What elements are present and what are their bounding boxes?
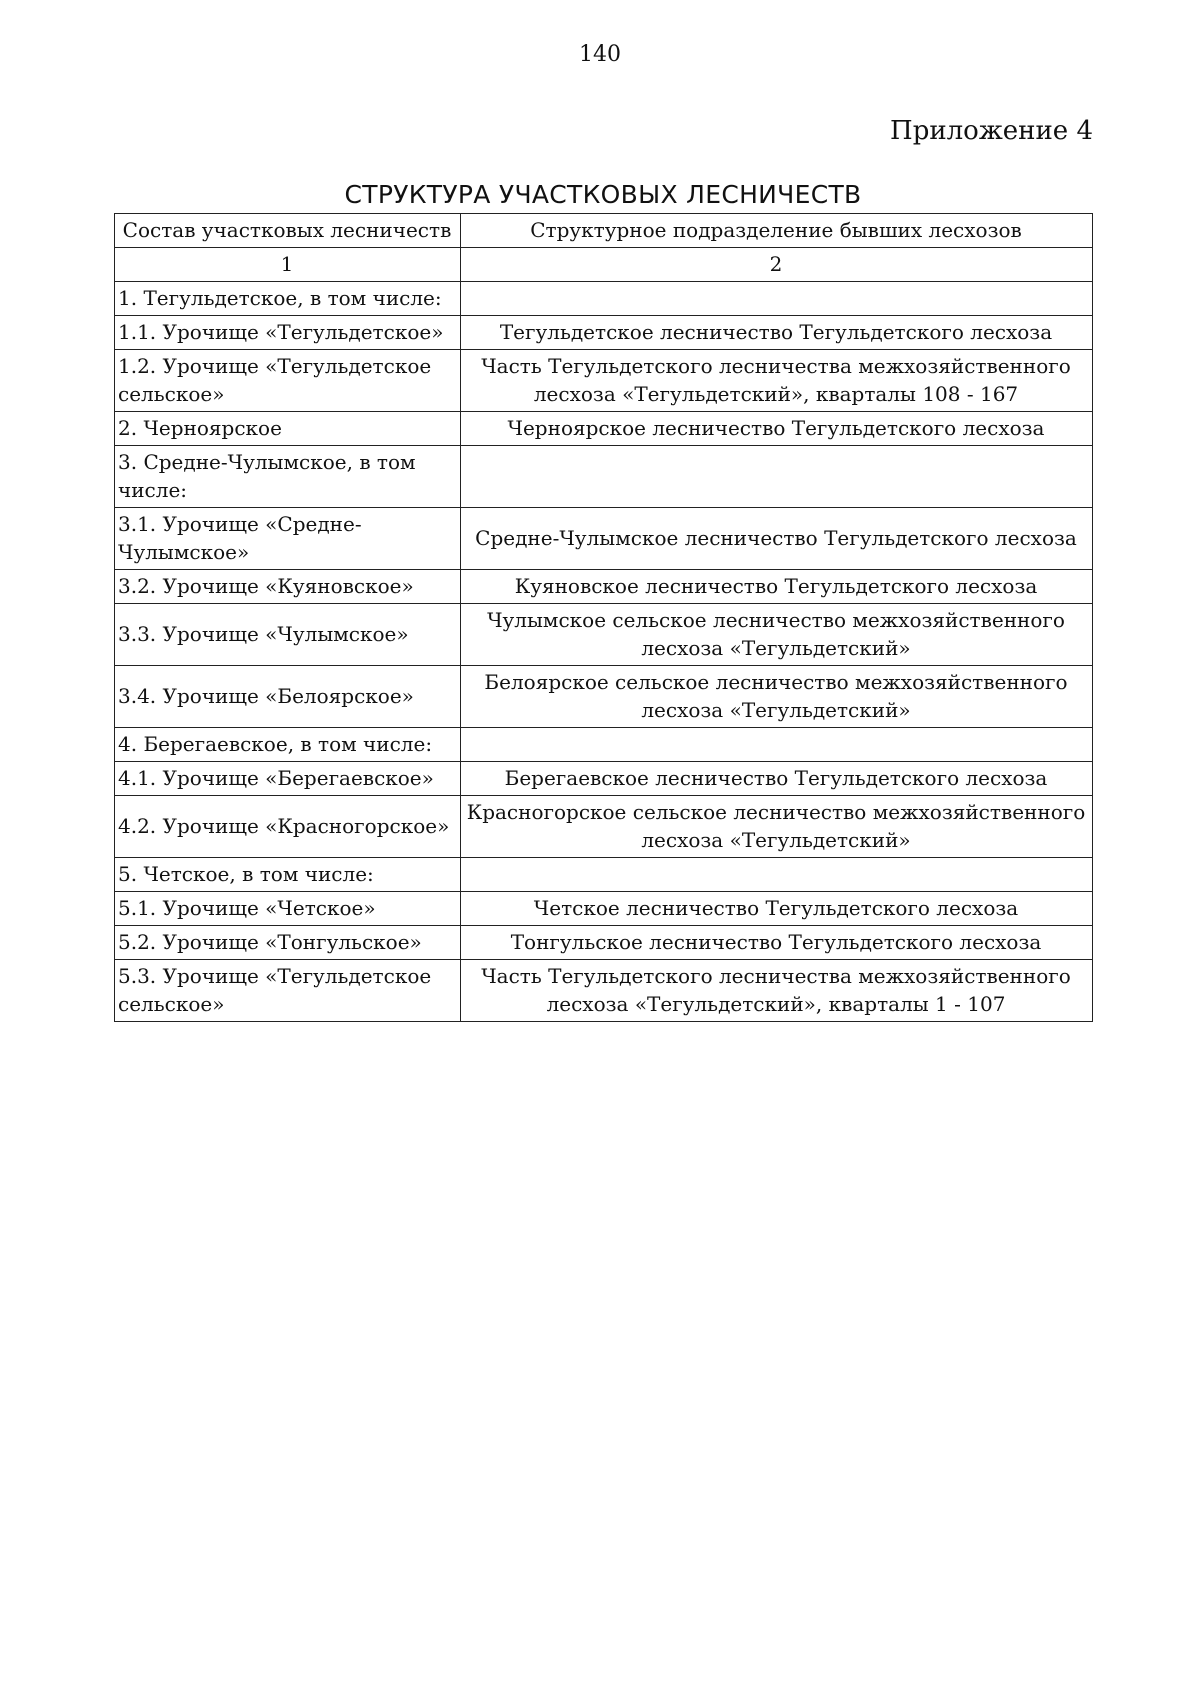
forestry-unit-cell: 1.1. Урочище «Тегульдетское»: [115, 316, 461, 350]
forestry-unit-cell: 4.2. Урочище «Красногорское»: [115, 796, 461, 858]
column-number-1: 1: [115, 248, 461, 282]
column-number-row: [115, 248, 1093, 282]
table-row: [115, 508, 1093, 570]
table-row: [115, 728, 1093, 762]
forestry-unit-cell: 1.2. Урочище «Тегульдетское сельское»: [115, 350, 461, 412]
table-row: [115, 316, 1093, 350]
forestry-unit-cell: 4. Берегаевское, в том числе:: [115, 728, 461, 762]
column-number-2: 2: [461, 248, 1093, 282]
former-division-cell: Черноярское лесничество Тегульдетского лесхоза: [461, 412, 1093, 446]
former-division-cell: Берегаевское лесничество Тегульдетского лесхоза: [461, 762, 1093, 796]
page-number: 140: [579, 42, 621, 67]
former-division-cell: [461, 446, 1093, 508]
forestry-unit-cell: 5.3. Урочище «Тегульдетское сельское»: [115, 960, 461, 1022]
header-cell-composition: Состав участковых лесничеств: [115, 214, 461, 248]
document-title: СТРУКТУРА УЧАСТКОВЫХ ЛЕСНИЧЕСТВ: [344, 180, 862, 209]
table-row: [115, 412, 1093, 446]
former-division-cell: Средне-Чулымское лесничество Тегульдетского лесхоза: [461, 508, 1093, 570]
former-division-cell: Куяновское лесничество Тегульдетского лесхоза: [461, 570, 1093, 604]
forestry-unit-cell: 5.1. Урочище «Четское»: [115, 892, 461, 926]
table-row: [115, 858, 1093, 892]
former-division-cell: [461, 858, 1093, 892]
table-row: [115, 350, 1093, 412]
table-row: [115, 446, 1093, 508]
former-division-cell: Чулымское сельское лесничество межхозяйственного лесхоза «Тегульдетский»: [461, 604, 1093, 666]
former-division-cell: Красногорское сельское лесничество межхозяйственного лесхоза «Тегульдетский»: [461, 796, 1093, 858]
forestry-unit-cell: 3.1. Урочище «Средне-Чулымское»: [115, 508, 461, 570]
table-row: [115, 282, 1093, 316]
table-row: [115, 926, 1093, 960]
former-division-cell: Часть Тегульдетского лесничества межхозяйственного лесхоза «Тегульдетский», кварталы 108 - 167: [461, 350, 1093, 412]
table-row: [115, 796, 1093, 858]
forestry-structure-table: [114, 213, 1093, 1022]
forestry-unit-cell: 3.4. Урочище «Белоярское»: [115, 666, 461, 728]
table-row: [115, 604, 1093, 666]
forestry-unit-cell: 4.1. Урочище «Берегаевское»: [115, 762, 461, 796]
header-cell-division: Структурное подразделение бывших лесхозов: [461, 214, 1093, 248]
forestry-unit-cell: 2. Черноярское: [115, 412, 461, 446]
forestry-unit-cell: 3.3. Урочище «Чулымское»: [115, 604, 461, 666]
table-row: [115, 666, 1093, 728]
table-header-row: [115, 214, 1093, 248]
former-division-cell: [461, 728, 1093, 762]
former-division-cell: Четское лесничество Тегульдетского лесхоза: [461, 892, 1093, 926]
former-division-cell: Часть Тегульдетского лесничества межхозяйственного лесхоза «Тегульдетский», кварталы 1 - 107: [461, 960, 1093, 1022]
table-row: [115, 570, 1093, 604]
former-division-cell: Тегульдетское лесничество Тегульдетского лесхоза: [461, 316, 1093, 350]
forestry-unit-cell: 5. Четское, в том числе:: [115, 858, 461, 892]
appendix-label: Приложение 4: [890, 116, 1093, 146]
forestry-unit-cell: 5.2. Урочище «Тонгульское»: [115, 926, 461, 960]
former-division-cell: Тонгульское лесничество Тегульдетского лесхоза: [461, 926, 1093, 960]
table-row: [115, 960, 1093, 1022]
former-division-cell: Белоярское сельское лесничество межхозяйственного лесхоза «Тегульдетский»: [461, 666, 1093, 728]
forestry-unit-cell: 1. Тегульдетское, в том числе:: [115, 282, 461, 316]
former-division-cell: [461, 282, 1093, 316]
table-row: [115, 892, 1093, 926]
forestry-unit-cell: 3. Средне-Чулымское, в том числе:: [115, 446, 461, 508]
table-row: [115, 762, 1093, 796]
forestry-unit-cell: 3.2. Урочище «Куяновское»: [115, 570, 461, 604]
